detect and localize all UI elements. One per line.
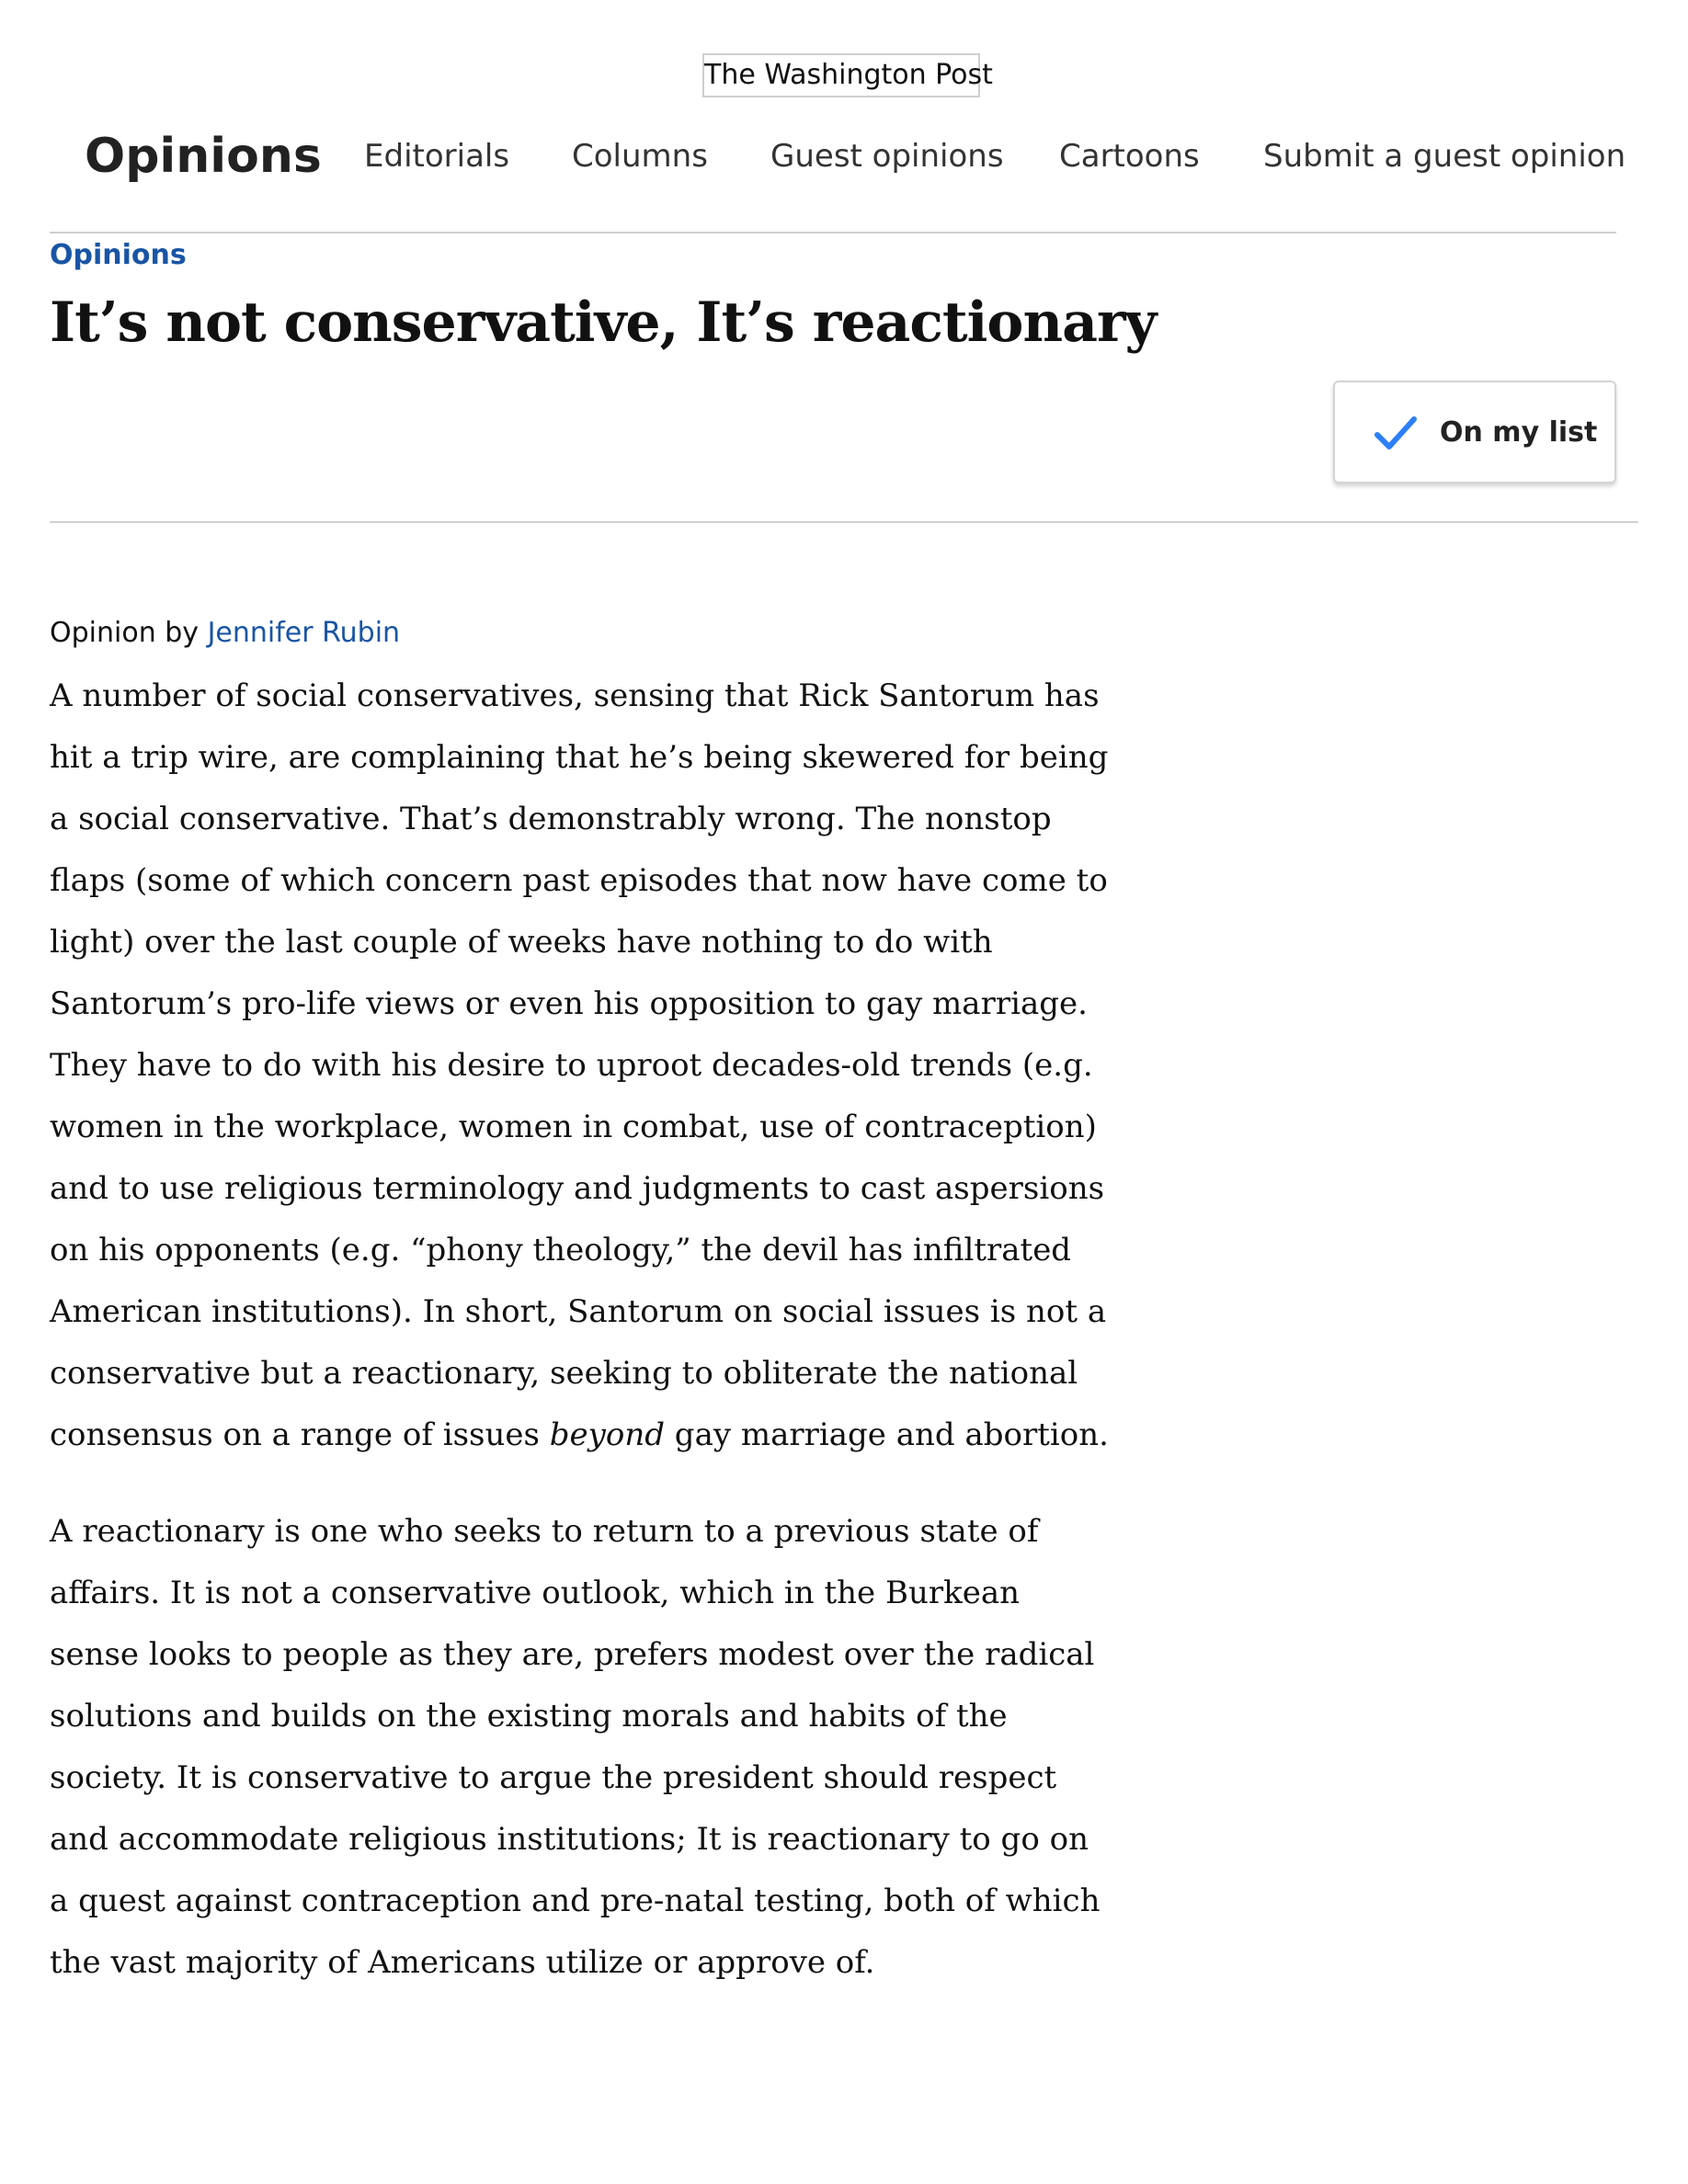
on-my-list-button[interactable] [1333,381,1616,483]
nav-item-columns[interactable]: Columns [572,138,708,175]
paragraph-line: A number of social conservatives, sensing that Rick Santorum has [50,677,1100,714]
paragraph-line: the vast majority of Americans utilize or approve of. [50,1944,875,1981]
article-body [50,665,1107,1994]
paragraph-line: a quest against contraception and pre-natal testing, both of which [50,1883,1101,1919]
on-my-list-label: On my list [1440,416,1598,449]
paragraph-line: a social conservative. That’s demonstrably wrong. The nonstop [50,801,1052,837]
nav-item-cartoons[interactable]: Cartoons [1059,138,1200,175]
byline [50,614,400,653]
header-divider [50,232,1616,233]
headline: It’s not conservative, It’s reactionary [50,290,1157,355]
nav-item-editorials[interactable]: Editorials [364,138,510,175]
headline-divider [50,521,1638,523]
paragraph-line: flaps (some of which concern past episodes that now have come to [50,862,1108,899]
nav-item-guest-opinions[interactable]: Guest opinions [770,138,1004,175]
check-icon [1370,408,1421,460]
paragraph-line: Santorum’s pro-life views or even his opposition to gay marriage. [50,985,1088,1022]
paragraph-text: consensus on a range of issues [50,1416,550,1453]
paragraph-line: conservative but a reactionary, seeking to obliterate the national [50,1355,1078,1392]
paragraph-line-last [50,1405,1107,1466]
paragraph-text: gay marriage and abortion. [665,1416,1109,1453]
article-paragraph-2 [50,1501,1107,1994]
section-nav [50,118,1626,202]
emphasis-text: beyond [549,1416,665,1453]
paragraph-line: light) over the last couple of weeks have nothing to do with [50,924,993,961]
paragraph-line: sense looks to people as they are, prefers modest over the radical [50,1636,1095,1673]
paragraph-line: and accommodate religious institutions; It is reactionary to go on [50,1821,1089,1858]
paragraph-line: They have to do with his desire to uproot decades-old trends (e.g. [50,1047,1093,1084]
paragraph-line: affairs. It is not a conservative outlook, which in the Burkean [50,1575,1020,1611]
paragraph-line: solutions and builds on the existing morals and habits of the [50,1698,1008,1735]
paragraph-line: hit a trip wire, are complaining that he’s being skewered for being [50,739,1109,776]
author-link[interactable]: Jennifer Rubin [207,617,401,649]
byline-prefix: Opinion by [50,617,208,649]
paragraph-line: American institutions). In short, Santorum on social issues is not a [50,1293,1107,1330]
paragraph-line: on his opponents (e.g. “phony theology,” the devil has infiltrated [50,1232,1072,1268]
article-paragraph-1 [50,665,1107,1466]
section-brand[interactable]: Opinions [85,129,322,184]
paragraph-line: A reactionary is one who seeks to return to a previous state of [50,1513,1039,1550]
paragraph-line: and to use religious terminology and judgments to cast aspersions [50,1170,1105,1207]
paragraph-line: women in the workplace, women in combat, use of contraception) [50,1109,1097,1145]
masthead-logo[interactable]: The Washington Post [702,53,980,97]
section-kicker[interactable]: Opinions [50,239,187,271]
paragraph-line: society. It is conservative to argue the president should respect [50,1759,1057,1796]
nav-item-submit-guest-opinion[interactable]: Submit a guest opinion [1263,138,1626,175]
